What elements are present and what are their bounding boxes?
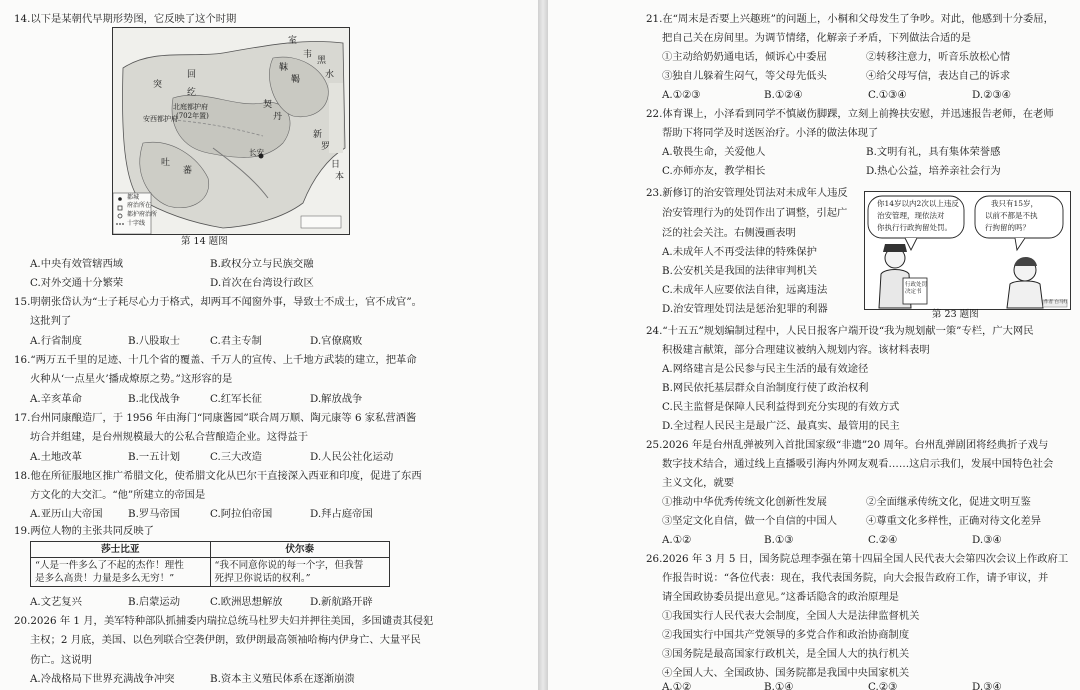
q26-option-a: A.①②	[662, 681, 692, 690]
document-label: 行政处罚	[905, 282, 928, 288]
q17-stem-cont: 坊合并组建，是台州规模最大的公私合营酿造企业。这得益于	[30, 431, 309, 443]
q25-option-d: D.③④	[972, 534, 1002, 546]
q23-caption: 第 23 题图	[932, 309, 979, 320]
q18-option-a: A.亚历山大帝国	[30, 508, 103, 520]
map-label: 靺	[279, 63, 289, 73]
q18-option-d: D.拜占庭帝国	[310, 508, 373, 520]
q25-stem-cont: 主义文化，就要	[662, 477, 735, 489]
map-label: 突	[153, 80, 163, 90]
speech-bubble-line: 治安管理，现依法对	[877, 211, 945, 220]
speech-bubble-line: 你14岁以内2次以上违反	[877, 199, 959, 208]
q23-cartoon	[864, 191, 1071, 310]
table-header: 莎士比亚	[31, 542, 211, 558]
q20-stem-cont: 伤亡。这说明	[30, 654, 92, 666]
page-gutter	[538, 0, 548, 690]
q20-option-a: A.冷战格局下世界充满战争冲突	[30, 673, 175, 685]
table-cell	[31, 558, 211, 587]
q16-option-a: A.辛亥革命	[30, 393, 82, 405]
map-label: 黑	[317, 56, 327, 66]
map-label: 罗	[321, 142, 331, 152]
q21-option-d: D.②③④	[972, 89, 1011, 101]
speech-bubble-line: 你执行行政拘留处罚。	[877, 223, 952, 232]
q24-option-d: D.全过程人民民主是最广泛、最真实、最管用的民主	[662, 420, 900, 432]
map-label: 蕃	[183, 166, 193, 176]
q23-option-c: C.未成年人应要依法自律，远离违法	[662, 284, 828, 296]
map-label: 水	[325, 70, 335, 80]
q24-option-a: A.网络建言是公民参与民主生活的最有效途径	[662, 363, 869, 375]
q23-stem-cont: 泛的社会关注。右侧漫画表明	[662, 227, 796, 239]
q16-stem: 16.“两万五千里的足迹、十几个省的覆盖、千万人的宣传、上千地方武装的建立，把革命	[14, 354, 417, 366]
q16-option-d: D.解放战争	[310, 393, 363, 405]
q21-item-2: ②转移注意力，听音乐放松心情	[866, 51, 1011, 63]
exam-page-left	[0, 0, 538, 690]
q24-option-c: C.民主监督是保障人民利益得到充分实现的有效方式	[662, 401, 900, 413]
q19-quote-table	[30, 541, 390, 587]
q15-option-d: D.官僚腐败	[310, 335, 363, 347]
q17-option-d: D.人民公社化运动	[310, 451, 394, 463]
q25-option-a: A.①②	[662, 534, 692, 546]
exam-page-right	[548, 0, 1080, 690]
q23-option-d: D.治安管理处罚法是惩治犯罪的利器	[662, 303, 828, 315]
document-label: 决定书	[905, 289, 922, 295]
map-label: 日	[331, 160, 341, 170]
q21-option-b: B.①②④	[764, 89, 803, 101]
artist-credit: 作者 白马红	[1044, 300, 1068, 305]
q26-option-c: C.②③	[868, 681, 898, 690]
q22-stem-cont: 帮助下将同学及时送医治疗。小泽的做法体现了	[662, 127, 879, 139]
q16-option-c: C.红军长征	[210, 393, 262, 405]
q19-option-c: C.欧洲思想解放	[210, 596, 283, 608]
quote-line: 是多么高贵！力量是多么无穷！”	[35, 573, 175, 584]
q25-item-1: ①推动中华优秀传统文化创新性发展	[662, 496, 827, 508]
map-label: 安西都护府	[143, 115, 178, 123]
q21-item-3: ③独自儿躲着生闷气，等父母先低头	[662, 70, 827, 82]
q23-stem-cont: 治安管理行为的处罚作出了调整，引起广	[662, 207, 848, 219]
q25-option-c: C.②④	[868, 534, 898, 546]
q14-stem: 14.以下是某朝代早期形势图，它反映了这个时期	[14, 13, 237, 25]
q24-option-b: B.网民依托基层群众自治制度行使了政治权利	[662, 382, 869, 394]
q16-stem-cont: 火种从‘一点星火’播成燎原之势。”这形容的是	[30, 373, 233, 385]
q15-option-c: C.君主专制	[210, 335, 262, 347]
speech-bubble-line: 我只有15岁，	[991, 199, 1039, 208]
q25-option-b: B.①③	[764, 534, 794, 546]
q22-stem: 22.体育课上，小泽看到同学不慎崴伤脚踝，立刻上前搀扶安慰，并迅速报告老师，在老师	[646, 108, 1054, 120]
q17-option-b: B.一五计划	[128, 451, 181, 463]
q19-option-b: B.启蒙运动	[128, 596, 181, 608]
map-label: 丹	[273, 112, 283, 122]
q21-stem: 21.在“周末是否要上兴趣班”的问题上，小桐和父母发生了争吵。对此，他感到十分委屈，	[646, 13, 1054, 25]
q26-item-4: ④全国人大、全国政协、国务院都是我国中央国家机关	[662, 667, 910, 679]
map-label: 回	[187, 70, 197, 80]
q19-option-a: A.文艺复兴	[30, 596, 82, 608]
q26-item-1: ①我国实行人民代表大会制度，全国人大是法律监督机关	[662, 610, 920, 622]
q26-stem: 26.2026 年 3 月 5 日，国务院总理李强在第十四届全国人民代表大会第四次会议上作政府工	[646, 553, 1069, 565]
q22-option-c: C.亦师亦友，教学相长	[662, 165, 766, 177]
q15-option-a: A.行省制度	[30, 335, 82, 347]
q14-map	[112, 27, 350, 235]
q25-item-4: ④尊重文化多样性，正确对待文化差异	[866, 515, 1042, 527]
q19-stem: 19.两位人物的主张共同反映了	[14, 525, 154, 537]
q20-stem: 20.2026 年 1 月，美军特种部队抓捕委内瑞拉总统马杜罗夫妇并押往美国，多国谴责其侵犯	[14, 615, 434, 627]
q18-stem: 18.他在所征服地区推广希腊文化，使希腊文化从巴尔干直接深入西亚和印度，促进了东西	[14, 470, 422, 482]
q23-stem: 23.新修订的治安管理处罚法对未成年人违反	[646, 187, 848, 199]
q26-stem-cont: 作报告时说：“各位代表：现在，我代表国务院，向大会报告政府工作，请予审议，并	[662, 572, 1049, 584]
q18-option-b: B.罗马帝国	[128, 508, 181, 520]
q14-option-c: C.对外交通十分繁荣	[30, 277, 124, 289]
quote-line: “人是一件多么了不起的杰作！理性	[35, 560, 184, 571]
q18-option-c: C.阿拉伯帝国	[210, 508, 273, 520]
q14-option-b: B.政权分立与民族交融	[210, 258, 314, 270]
q25-stem: 25.2026 年是台州乱弹被列入首批国家级“非遗”20 周年。台州乱弹剧团将经典折子戏与	[646, 439, 1049, 451]
quote-line: 死捍卫你说话的权利。”	[214, 573, 311, 584]
q15-stem: 15.明朝张岱认为“士子耗尽心力于格式，却两耳不闻窗外事，导致士不成士，官不成官”。	[14, 296, 422, 308]
q17-option-a: A.土地改革	[30, 451, 82, 463]
q14-caption: 第 14 题图	[181, 236, 228, 247]
q19-option-d: D.新航路开辟	[310, 596, 373, 608]
quote-line: “我不同意你说的每一个字，但我誓	[214, 560, 364, 571]
q21-option-c: C.①③④	[868, 89, 907, 101]
map-label: 契	[263, 100, 273, 110]
q23-option-b: B.公安机关是我国的法律审判机关	[662, 265, 817, 277]
map-label: 纥	[187, 88, 197, 98]
q23-option-a: A.未成年人不再受法律的特殊保护	[662, 246, 817, 258]
q22-option-a: A.敬畏生命，关爱他人	[662, 146, 766, 158]
q25-item-3: ③坚定文化自信，做一个自信的中国人	[662, 515, 838, 527]
q26-option-d: D.③④	[972, 681, 1002, 690]
map-legend-item: 十字线	[127, 220, 146, 227]
map-label: 长安	[249, 148, 264, 157]
map-label: 北庭都护府	[173, 103, 208, 111]
map-label: (702年置)	[176, 112, 209, 120]
q26-item-3: ③国务院是最高国家行政机关，是全国人大的执行机关	[662, 648, 910, 660]
map-label: 新	[313, 130, 323, 140]
q15-stem-cont: 这批判了	[30, 315, 72, 327]
q15-option-b: B.八股取士	[128, 335, 181, 347]
map-legend-item: 都护府治所	[127, 211, 158, 218]
q20-option-b: B.资本主义殖民体系在逐渐崩溃	[210, 673, 355, 685]
map-legend-item: 都城	[127, 194, 140, 201]
map-label: 鞨	[291, 75, 301, 85]
q26-option-b: B.①④	[764, 681, 794, 690]
q21-item-1: ①主动给奶奶通电话，倾诉心中委屈	[662, 51, 827, 63]
q17-stem: 17.台州同康酿造厂，于 1956 年由海门“同康酱园”联合周万顺、陶元康等 6 家私营酒酱	[14, 412, 417, 424]
q25-item-2: ②全面继承传统文化，促进文明互鉴	[866, 496, 1031, 508]
q24-stem: 24.“十五五”规划编制过程中，人民日报客户端开设“我为规划献一策”专栏，广大网民	[646, 325, 1034, 337]
q24-stem-cont: 积极建言献策，部分合理建议被纳入规划内容。该材料表明	[662, 344, 930, 356]
q14-option-d: D.首次在台湾设行政区	[210, 277, 314, 289]
q17-option-c: C.三大改造	[210, 451, 262, 463]
map-label: 本	[335, 172, 345, 182]
q16-option-b: B.北伐战争	[128, 393, 181, 405]
table-cell	[210, 558, 390, 587]
q20-stem-cont: 主权；2 月底，美国、以色列联合空袭伊朗，致伊朗最高领袖哈梅内伊身亡、大量平民	[30, 634, 421, 646]
q26-item-2: ②我国实行中国共产党领导的多党合作和政治协商制度	[662, 629, 910, 641]
map-label: 韦	[303, 50, 313, 60]
map-legend-item: 府治所在	[127, 202, 152, 209]
q22-option-b: B.文明有礼，具有集体荣誉感	[866, 146, 1001, 158]
q25-stem-cont: 数字技术结合，通过线上直播吸引海内外网友观看……这启示我们，发展中国特色社会	[662, 458, 1054, 470]
map-label: 吐	[161, 158, 171, 168]
q21-stem-cont: 把自己关在房间里。为调节情绪，化解亲子矛盾，下列做法合适的是	[662, 32, 971, 44]
q22-option-d: D.热心公益，培养亲社会行为	[866, 165, 1001, 177]
q21-item-4: ④给父母写信，表达自己的诉求	[866, 70, 1011, 82]
table-header: 伏尔泰	[210, 542, 390, 558]
map-label: 室	[288, 36, 298, 46]
q14-option-a: A.中央有效管辖西域	[30, 258, 124, 270]
q21-option-a: A.①②③	[662, 89, 701, 101]
q26-stem-cont: 请全国政协委员提出意见。”这番话隐含的政治原理是	[662, 591, 899, 603]
speech-bubble-line: 行拘留的吗？	[985, 223, 1030, 232]
speech-bubble-line: 以前不都是不执	[985, 211, 1038, 220]
q18-stem-cont: 方文化的大交汇。“他”所建立的帝国是	[30, 489, 206, 501]
